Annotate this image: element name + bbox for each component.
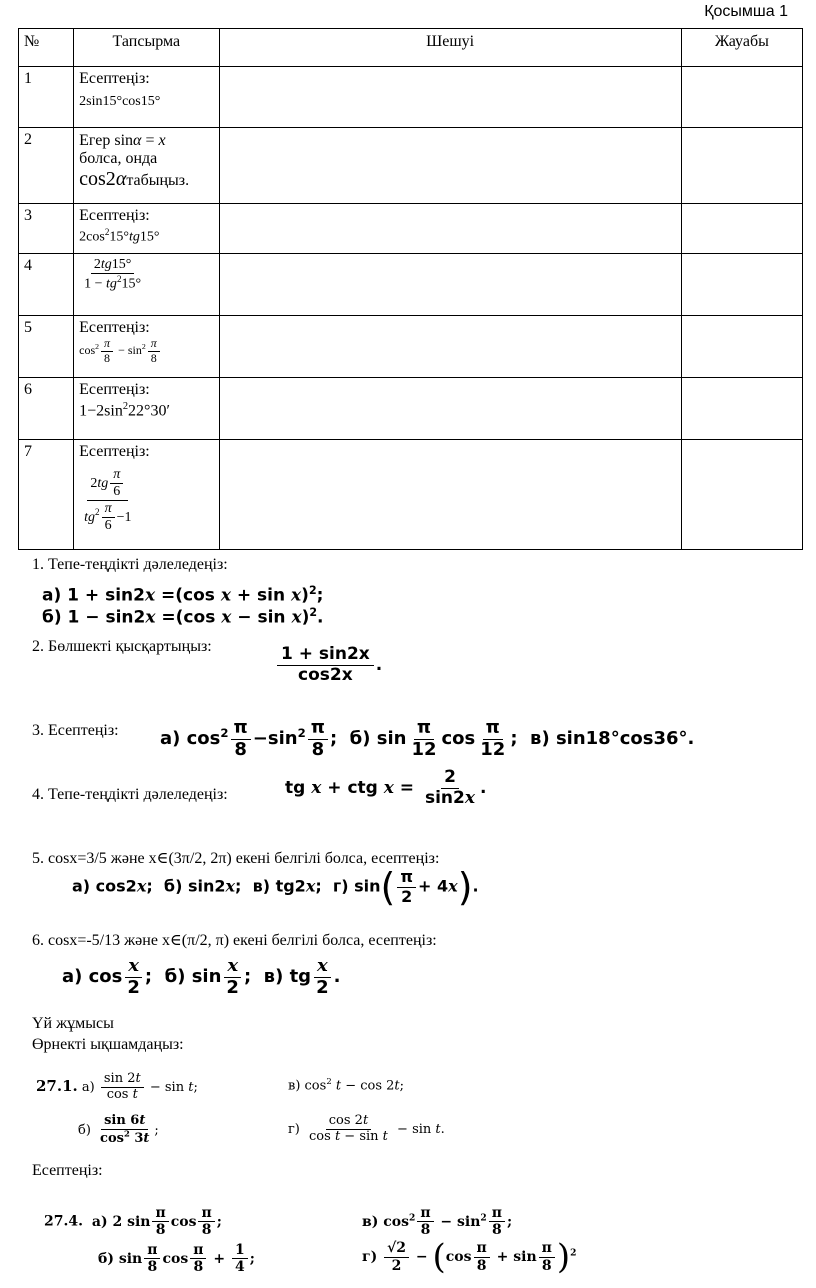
homework-title: Үй жұмысы [32,1015,114,1032]
task-text: Есептеңіз: [79,319,150,336]
task-1a-expression: а) 1 + sin2x =(cos x + sin x)$^2$; [42,584,324,606]
table-row [19,378,803,440]
task-expression: sinα = x [114,132,166,149]
task-2-label: 2. Бөлшекті қысқартыңыз: [32,638,212,655]
answer-cell[interactable] [681,316,802,378]
header-task: Тапсырма [74,29,219,67]
solution-cell[interactable] [219,204,681,254]
task-text: табыңыз. [126,172,190,190]
row-number: 7 [19,440,74,550]
answer-cell[interactable] [681,204,802,254]
row-number: 6 [19,378,74,440]
task-cell [74,67,219,128]
task-text: Есептеңіз: [79,443,150,460]
answer-cell[interactable] [681,378,802,440]
task-2-numerator: 1 + sin2x [277,645,374,666]
simplify-label: Өрнекті ықшамдаңыз: [32,1036,184,1053]
header-solution: Шешуі [219,29,681,67]
table-row [19,67,803,128]
task-text: Есептеңіз: [79,207,150,224]
task-cell [74,128,219,204]
exercise-27-1-b: б) $\frac{\sin 6t}{\cos^2 3t}$ ; [78,1113,159,1147]
task-3-expression: а) $\cos^2$ $\frac{\pi}{8}$ $-\sin^2$ $\frac{\pi}{8}$ ; б) sin $\frac{\pi}{12}$ cos $\frac{\pi}{12}$ ; в) sin18°cos36°. [160,717,695,760]
task-2-denominator: cos2x [298,664,353,685]
answer-cell[interactable] [681,254,802,316]
solution-cell[interactable] [219,316,681,378]
answer-cell[interactable] [681,128,802,204]
task-6-expression: а) cos $\frac{x}{2}$ ; б) sin $\frac{x}{2}$ ; в) tg $\frac{x}{2}$ . [62,955,341,998]
exercise-27-4-b: б) sin $\frac{\pi}{8}$ cos $\frac{\pi}{8}$ + $\frac{1}{4}$ ; [98,1242,255,1276]
exercise-27-1-a: 27.1. а) $\frac{\sin 2t}{\text{cos t}}$ − sin t; [36,1071,198,1102]
compute-label: Есептеңіз: [32,1162,103,1179]
header-answer: Жауабы [681,29,802,67]
task-cell [74,204,219,254]
task-text: Есептеңіз: [79,70,150,87]
task-expression: 2sin15°cos15° [79,94,161,109]
exercise-27-4-g: г) $\frac{√2}{2}$ − (cos $\frac{\pi}{8}$ + sin $\frac{\pi}{8}$ )$^2$ [362,1237,577,1277]
task-text: Есептеңіз: [79,381,150,398]
task-3-label: 3. Есептеңіз: [32,722,119,739]
task-cell [74,316,219,378]
task-fraction: $\frac{2tg15^\circ}{1 - tg^215^\circ}$ [84,257,142,292]
table-row [19,440,803,550]
task-expression: $2\cos^215^\circ tg15^\circ$ [79,227,160,245]
row-number: 4 [19,254,74,316]
task-expression: cos2α [79,168,127,191]
exercise-27-4-a: 27.4. а) 2 sin $\frac{\pi}{8}$ cos $\frac{\pi}{8}$ ; [44,1205,222,1239]
table-row [19,254,803,316]
solution-cell[interactable] [219,67,681,128]
task-5-label: 5. cosx=3/5 және x∈(3π/2, 2π) екені белгілі болса, есептеңіз: [32,850,440,867]
tasks-table [18,28,803,550]
task-cell [74,440,219,550]
exercise-27-1-g: г) $\frac{\cos 2t}{\text{cos t − sin t}}$ − sin t. [288,1113,445,1144]
answer-cell[interactable] [681,67,802,128]
table-header-row [19,29,803,67]
table-row [19,204,803,254]
task-2-expression: $\frac{1 + \sin 2x}{\cos 2x}$ . [275,645,382,685]
solution-cell[interactable] [219,440,681,550]
solution-cell[interactable] [219,128,681,204]
task-fraction: 2tg $\frac{\pi}{6}$ $tg^2$ $\frac{\pi}{6}$ −1 [84,467,132,534]
task-cell [74,254,219,316]
task-4-expression: tg x + ctg x = $\frac{2}{\sin 2x}$ . [285,767,487,808]
task-cell [74,378,219,440]
task-text: болса, онда [79,150,158,168]
task-6-label: 6. cosx=-5/13 және x∈(π/2, π) екені белгілі болса, есептеңіз: [32,932,437,949]
solution-cell[interactable] [219,254,681,316]
row-number: 2 [19,128,74,204]
exercise-27-1-v: в) $\cos^2 t - \cos 2t$; [288,1076,405,1094]
task-text: Егер [79,132,111,149]
row-number: 5 [19,316,74,378]
row-number: 3 [19,204,74,254]
exercise-27-4-v: в) $\cos^2$ $\frac{\pi}{8}$ − $\sin^2$ $\frac{\pi}{8}$ ; [362,1205,513,1239]
appendix-label: Қосымша 1 [704,3,788,20]
row-number: 1 [19,67,74,128]
task-1-label: 1. Тепе-теңдікті дәлеледеңіз: [32,556,228,573]
table-row [19,128,803,204]
header-number: № [19,29,74,67]
table-row [19,316,803,378]
task-expression: $1-2\sin^222^\circ 30'$ [79,401,170,420]
task-1b-expression: б) 1 − sin2x =(cos x − sin x)$^2$. [42,606,324,628]
answer-cell[interactable] [681,440,802,550]
task-4-label: 4. Тепе-теңдікті дәлеледеңіз: [32,786,228,803]
solution-cell[interactable] [219,378,681,440]
task-expression: $\cos^2$ $\frac{\pi}{8}$ − $\sin^2$ $\frac{\pi}{8}$ [79,337,213,366]
task-5-expression: а) cos2x; б) sin2x; в) tg2x; г) sin( $\frac{\pi}{2}$ + 4x). [72,865,479,909]
